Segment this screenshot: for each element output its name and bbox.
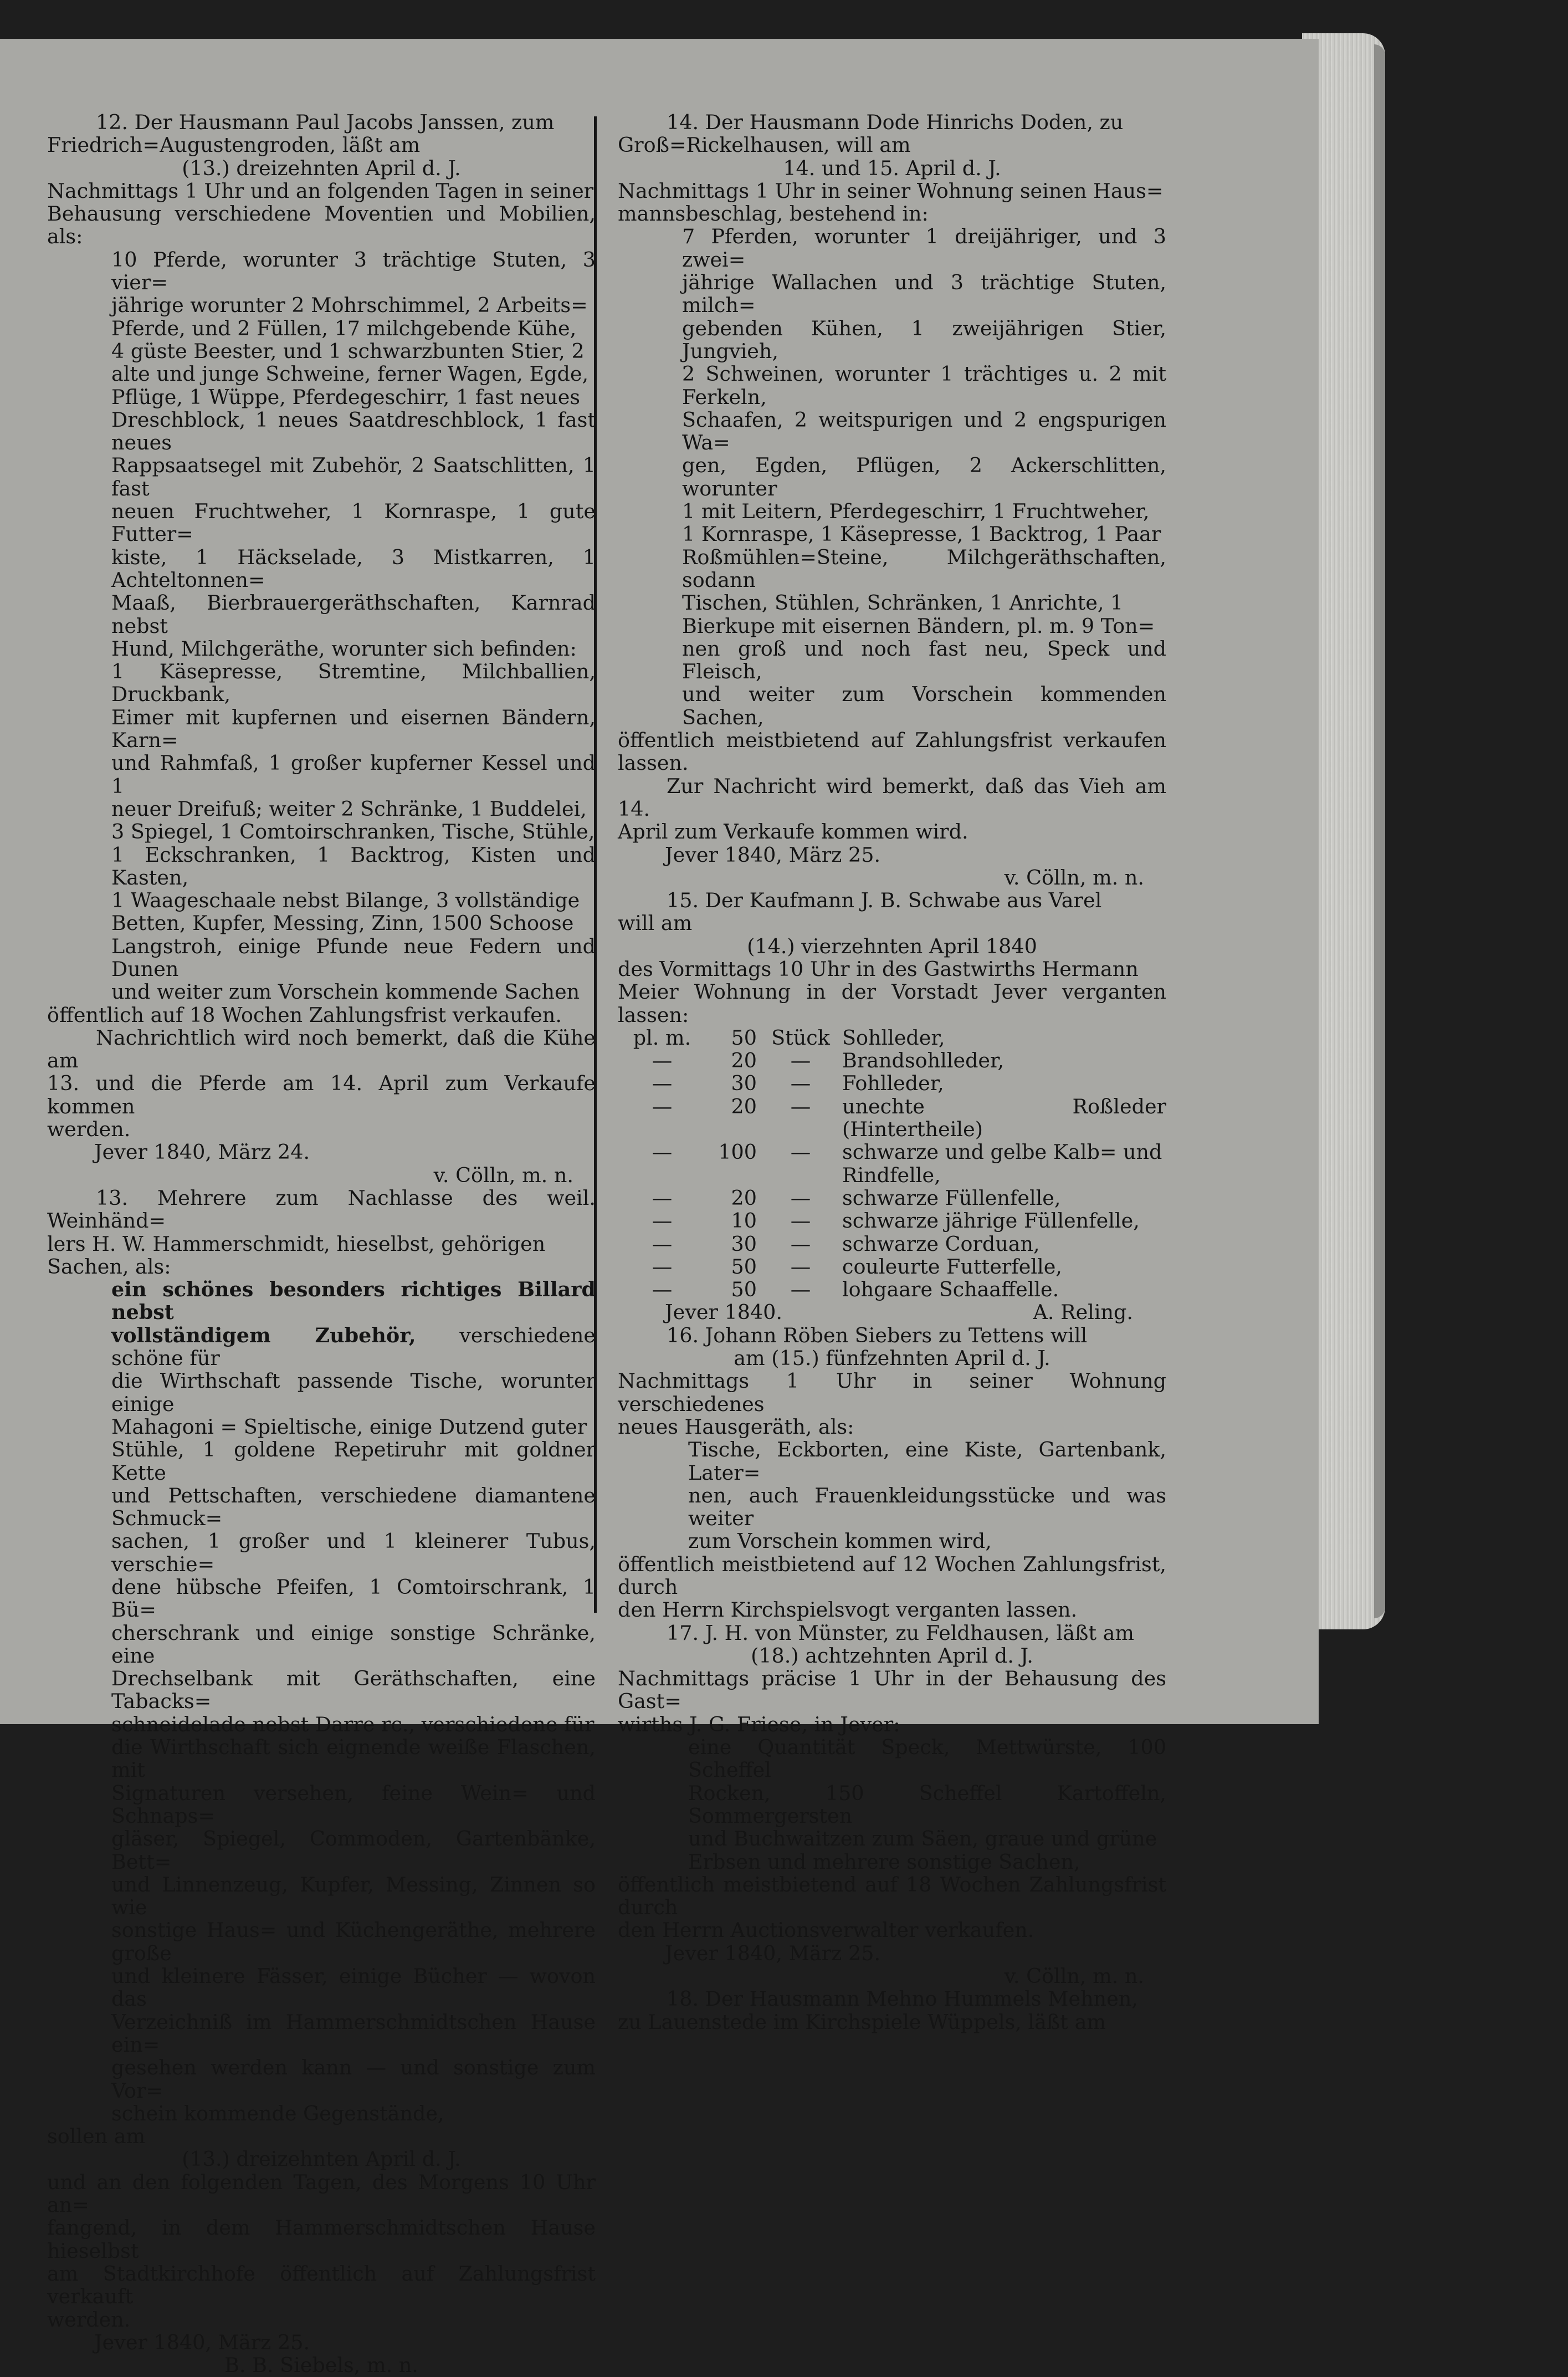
- item-line: Tische, Eckborten, eine Kiste, Gartenbank, Later=: [688, 1438, 1166, 1485]
- notice-line: mannsbeschlag, bestehend in:: [618, 202, 929, 226]
- table-prefix: —: [652, 1140, 673, 1164]
- table-quantity: 50: [731, 1025, 757, 1050]
- signature: v. Cölln, m. n.: [433, 1163, 573, 1187]
- table-item: schwarze und gelbe Kalb= und: [842, 1140, 1162, 1164]
- notice-line: Nachmittags 1 Uhr in seiner Wohnung verschiedenes: [618, 1369, 1166, 1416]
- table-quantity: 20: [731, 1049, 757, 1073]
- table-prefix: —: [652, 1185, 673, 1210]
- dateline: Jever 1840.: [665, 1300, 782, 1325]
- table-quantity: 20: [731, 1185, 757, 1210]
- item-line: Tischen, Stühlen, Schränken, 1 Anrichte, 1: [682, 591, 1124, 615]
- notice-13: [47, 1187, 596, 2376]
- table-quantity: 30: [731, 1071, 757, 1096]
- item-line: 1 Waageschaale nebst Bilange, 3 vollständige: [111, 888, 580, 913]
- item-line: 1 mit Leitern, Pferdegeschirr, 1 Fruchtweher,: [682, 499, 1150, 524]
- item-line: und weiter zum Vorschein kommende Sachen: [111, 980, 580, 1004]
- table-quantity: [704, 1164, 765, 1187]
- item-line: neuer Dreifuß; weiter 2 Schränke, 1 Buddelei,: [111, 796, 587, 821]
- dateline: Jever 1840, März 25.: [665, 842, 881, 867]
- item-line: Rocken, 150 Scheffel Kartoffeln, Sommergersten: [688, 1781, 1166, 1828]
- item-line: 3 Spiegel, 1 Comtoirschranken, Tische, Stühle,: [111, 820, 595, 844]
- table-unit: —: [790, 1277, 811, 1302]
- item-line: gläser, Spiegel, Commoden, Gartenbänke, Bett=: [111, 1827, 596, 1874]
- item-line: 10 Pferde, worunter 3 trächtige Stuten, 3 vier=: [111, 247, 596, 295]
- table-gap: [837, 1072, 842, 1095]
- item-line: gen, Egden, Pflügen, 2 Ackerschlitten, worunter: [682, 453, 1166, 500]
- item-line: Pflüge, 1 Wüppe, Pferdegeschirr, 1 fast neues: [111, 385, 581, 409]
- table-gap: [837, 1164, 842, 1187]
- notice-line: Zur Nachricht wird bemerkt, daß das Vieh am 14.: [618, 774, 1166, 821]
- item-line: Rappsaatsegel mit Zubehör, 2 Saatschlitten, 1 fast: [111, 453, 596, 500]
- dateline-row: [618, 1301, 1166, 1323]
- table-gap: [837, 1233, 842, 1255]
- item-line: Bierkupe mit eisernen Bändern, pl. m. 9 Ton=: [682, 614, 1155, 638]
- item-line: Mahagoni = Spieltische, einige Dutzend guter: [111, 1414, 587, 1439]
- table-gap: [837, 1026, 842, 1049]
- item-line: jährige Wallachen und 3 trächtige Stuten, milch=: [682, 270, 1166, 318]
- highlight-line: ein schönes besonders richtiges Billard nebst: [111, 1277, 596, 1325]
- table-prefix: —: [652, 1277, 673, 1302]
- highlight-line: vollständigem Zubehör,: [111, 1323, 416, 1347]
- item-list: [47, 1278, 596, 2125]
- item-line: und Pettschaften, verschiedene diamantene Schmuck=: [111, 1483, 596, 1531]
- auction-date: (13.) dreizehnten April d. J.: [182, 2147, 461, 2171]
- item-line: Pferde, und 2 Füllen, 17 milchgebende Kühe,: [111, 316, 577, 340]
- notice-line: will am: [618, 911, 693, 936]
- notice-17: [618, 1622, 1166, 1988]
- right-column: [618, 111, 1166, 2033]
- table-gap: [837, 1209, 842, 1232]
- dateline: Jever 1840, März 25.: [94, 2330, 310, 2354]
- notice-14: [618, 111, 1166, 889]
- table-item: couleurte Futterfelle,: [842, 1254, 1062, 1279]
- table-item: Rindfelle,: [842, 1163, 941, 1187]
- item-line: und Linnenzeug, Kupfer, Messing, Zinnen so wie: [111, 1872, 596, 1920]
- auction-date: (14.) vierzehnten April 1840: [747, 934, 1037, 958]
- signature: v. Cölln, m. n.: [1004, 865, 1144, 890]
- item-line: Betten, Kupfer, Messing, Zinn, 1500 Schoose: [111, 911, 574, 936]
- item-list: [618, 1736, 1166, 1873]
- notice-line: lers H. W. Hammerschmidt, hieselbst, gehörigen: [47, 1231, 546, 1256]
- notice-line: 16. Johann Röben Siebers zu Tettens will: [667, 1323, 1088, 1347]
- item-line: Signaturen versehen, feine Wein= und Schnaps=: [111, 1781, 596, 1828]
- item-line: sonstige Haus= und Küchengeräthe, mehrere große: [111, 1918, 596, 1965]
- table-unit: —: [790, 1209, 811, 1233]
- table-gap: [837, 1255, 842, 1278]
- notice-line: Meier Wohnung in der Vorstadt Jever verganten lassen:: [618, 980, 1166, 1027]
- notice-line: des Vormittags 10 Uhr in des Gastwirths Hermann: [618, 957, 1139, 981]
- table-prefix: [621, 1164, 704, 1187]
- item-line: schneidelade nebst Darre rc., verschiedene für: [111, 1712, 595, 1736]
- item-line: Verzeichniß im Hammerschmidtschen Hause ein=: [111, 2010, 596, 2057]
- item-line: die Wirthschaft sich eignende weiße Flaschen, mit: [111, 1735, 596, 1782]
- item-list: [618, 1438, 1166, 1552]
- notice-line: Nachrichtlich wird noch bemerkt, daß die Kühe am: [47, 1025, 596, 1073]
- item-line: jährige worunter 2 Mohrschimmel, 2 Arbeits=: [111, 293, 588, 318]
- table-gap: [837, 1095, 842, 1141]
- table-item: schwarze jährige Füllenfelle,: [842, 1209, 1140, 1233]
- auction-date: 14. und 15. April d. J.: [783, 156, 1001, 180]
- signature: B. B. Siebels, m. n.: [224, 2353, 418, 2377]
- dateline: Jever 1840, März 25.: [665, 1941, 881, 1965]
- table-gap: [837, 1141, 842, 1163]
- notice-16: [618, 1324, 1166, 1622]
- table-gap: [837, 1278, 842, 1301]
- signature: A. Reling.: [1033, 1300, 1133, 1325]
- notice-line: sollen am: [47, 2124, 146, 2149]
- notice-15: [618, 889, 1166, 1324]
- auction-date: (18.) achtzehnten April d. J.: [751, 1643, 1033, 1668]
- signature: v. Cölln, m. n.: [1004, 1964, 1144, 1988]
- item-line: gesehen werden kann — und sonstige zum Vor=: [111, 2056, 596, 2103]
- notice-18: [618, 1987, 1166, 2033]
- item-line: nen, auch Frauenkleidungsstücke und was weiter: [688, 1483, 1166, 1531]
- item-line: 1 Kornraspe, 1 Käsepresse, 1 Backtrog, 1 Paar: [682, 522, 1161, 546]
- table-prefix: —: [652, 1071, 673, 1096]
- item-line: eine Quantität Speck, Mettwürste, 100 Scheffel: [688, 1735, 1166, 1782]
- table-unit: —: [790, 1094, 811, 1118]
- item-list: [47, 248, 596, 1004]
- item-line: 7 Pferden, worunter 1 dreijähriger, und 3 zwei=: [682, 224, 1166, 272]
- notice-line: öffentlich auf 18 Wochen Zahlungsfrist verkaufen.: [47, 1003, 562, 1027]
- notice-line: werden.: [47, 2307, 131, 2332]
- table-prefix: —: [652, 1209, 673, 1233]
- notice-line: 15. Der Kaufmann J. B. Schwabe aus Varel: [667, 888, 1102, 913]
- table-prefix: —: [652, 1094, 673, 1118]
- item-line: und Buchwaitzen zum Säen, graue und grüne: [688, 1827, 1157, 1851]
- table-quantity: 50: [731, 1254, 757, 1279]
- table-item: Fohlleder,: [842, 1071, 944, 1096]
- auction-date: (13.) dreizehnten April d. J.: [182, 156, 461, 180]
- item-line: dene hübsche Pfeifen, 1 Comtoirschrank, 1 Bü=: [111, 1575, 596, 1622]
- notice-line: werden.: [47, 1117, 131, 1142]
- notice-line: 13. und die Pferde am 14. April zum Verkaufe kommen: [47, 1071, 596, 1118]
- table-unit: —: [790, 1071, 811, 1096]
- notice-line: Nachmittags 1 Uhr in seiner Wohnung seinen Haus=: [618, 178, 1164, 203]
- table-quantity: 20: [731, 1094, 757, 1118]
- table-gap: [837, 1049, 842, 1072]
- left-column: [47, 111, 596, 2376]
- item-list: [618, 225, 1166, 729]
- item-line: verschiedene schöne für: [111, 1323, 596, 1371]
- item-line: 4 güste Beester, und 1 schwarzbunten Stier, 2: [111, 339, 585, 363]
- item-line: Schaafen, 2 weitspurigen und 2 engspurigen Wa=: [682, 407, 1166, 455]
- notice-line: wirths J. G. Friese, in Jever:: [618, 1712, 900, 1736]
- table-prefix: pl. m.: [633, 1025, 691, 1050]
- table-quantity: 10: [731, 1209, 757, 1233]
- table-quantity: 50: [731, 1277, 757, 1302]
- item-line: 1 Eckschranken, 1 Backtrog, Kisten und Kasten,: [111, 842, 596, 890]
- table-item: unechte Roßleder (Hintertheile): [842, 1094, 1166, 1142]
- notice-line: Sachen, als:: [47, 1254, 171, 1279]
- notice-12: [47, 111, 596, 1187]
- item-line: Dreschblock, 1 neues Saatdreschblock, 1 fast neues: [111, 407, 596, 455]
- notice-line: 13. Mehrere zum Nachlasse des weil. Weinhänd=: [47, 1185, 596, 1233]
- notice-line: Nachmittags 1 Uhr und an folgenden Tagen in seiner: [47, 178, 594, 203]
- item-line: zum Vorschein kommen wird,: [688, 1529, 992, 1553]
- item-line: und kleinere Fässer, einige Bücher — wovon das: [111, 1964, 596, 2011]
- table-prefix: —: [652, 1049, 673, 1073]
- item-line: die Wirthschaft passende Tische, worunter einige: [111, 1369, 596, 1416]
- table-unit: —: [790, 1231, 811, 1256]
- table-gap: [837, 1187, 842, 1209]
- auction-date: am (15.) fünfzehnten April d. J.: [734, 1346, 1051, 1371]
- item-line: alte und junge Schweine, ferner Wagen, Egde,: [111, 362, 589, 386]
- table-unit: —: [790, 1140, 811, 1164]
- leather-table: [621, 1026, 1166, 1301]
- table-unit: —: [790, 1254, 811, 1279]
- table-quantity: 100: [718, 1140, 757, 1164]
- table-item: schwarze Füllenfelle,: [842, 1185, 1061, 1210]
- notice-line: Friedrich=Augustengroden, läßt am: [47, 133, 421, 157]
- table-unit: —: [790, 1185, 811, 1210]
- table-item: lohgaare Schaaffelle.: [842, 1277, 1059, 1302]
- item-line: und Rahmfaß, 1 großer kupferner Kessel und 1: [111, 751, 596, 798]
- item-line: Drechselbank mit Geräthschaften, eine Tabacks=: [111, 1667, 596, 1714]
- item-line: gebenden Kühen, 1 zweijährigen Stier, Jungvieh,: [682, 316, 1166, 363]
- item-line: und weiter zum Vorschein kommenden Sachen,: [682, 682, 1166, 729]
- item-line: 1 Käsepresse, Stremtine, Milchballien, Druckbank,: [111, 660, 596, 707]
- item-line: Roßmühlen=Steine, Milchgeräthschaften, sodann: [682, 545, 1166, 592]
- item-line: Hund, Milchgeräthe, worunter sich befinden:: [111, 636, 577, 661]
- notice-line: 17. J. H. von Münster, zu Feldhausen, läßt am: [667, 1621, 1135, 1645]
- item-line: cherschrank und einige sonstige Schränke, eine: [111, 1621, 596, 1668]
- table-item: Brandsohlleder,: [842, 1049, 1005, 1073]
- item-line: nen groß und noch fast neu, Speck und Fleisch,: [682, 636, 1166, 684]
- notice-line: öffentlich meistbietend auf 12 Wochen Zahlungsfrist, durch: [618, 1552, 1166, 1599]
- table-item: Sohlleder,: [842, 1025, 945, 1050]
- notice-line: am Stadtkirchhofe öffentlich auf Zahlungsfrist verkauft: [47, 2261, 596, 2309]
- notice-line: öffentlich meistbietend auf 18 Wochen Zahlungsfrist durch: [618, 1872, 1166, 1920]
- item-line: neuen Fruchtweher, 1 Kornraspe, 1 gute Futter=: [111, 499, 596, 546]
- notice-line: zu Lauenstede im Kirchspiele Wüppels, läßt am: [618, 2010, 1106, 2034]
- notice-line: Nachmittags präcise 1 Uhr in der Behausung des Gast=: [618, 1667, 1166, 1714]
- table-unit: [765, 1164, 837, 1187]
- table-prefix: —: [652, 1231, 673, 1256]
- item-line: sachen, 1 großer und 1 kleinerer Tubus, verschie=: [111, 1529, 596, 1576]
- notice-line: Behausung verschiedene Moventien und Mobilien, als:: [47, 202, 596, 249]
- notice-line: 18. Der Hausmann Mehno Hummels Mehnen,: [667, 1987, 1138, 2011]
- table-item: schwarze Corduan,: [842, 1231, 1040, 1256]
- table-unit: —: [790, 1049, 811, 1073]
- item-line: Eimer mit kupfernen und eisernen Bändern, Karn=: [111, 705, 596, 753]
- table-unit: Stück: [771, 1025, 830, 1050]
- dateline: Jever 1840, März 24.: [94, 1140, 310, 1164]
- item-line: kiste, 1 Häckselade, 3 Mistkarren, 1 Achteltonnen=: [111, 545, 596, 592]
- notice-line: April zum Verkaufe kommen wird.: [618, 820, 969, 844]
- notice-line: den Herrn Kirchspielsvogt verganten lassen.: [618, 1598, 1078, 1622]
- item-line: Erbsen und mehrere sonstige Sachen,: [688, 1849, 1080, 1874]
- book-cover-edge: [1374, 44, 1385, 1618]
- notice-line: und an den folgenden Tagen, des Morgens 10 Uhr an=: [47, 2170, 596, 2217]
- item-line: Maaß, Bierbrauergeräthschaften, Karnrad nebst: [111, 591, 596, 638]
- notice-line: öffentlich meistbietend auf Zahlungsfrist verkaufen lassen.: [618, 728, 1166, 775]
- notice-line: 14. Der Hausmann Dode Hinrichs Doden, zu: [667, 110, 1124, 134]
- table-prefix: —: [652, 1254, 673, 1279]
- notice-line: den Herrn Auctionsverwalter verkaufen.: [618, 1918, 1034, 1943]
- notice-line: neues Hausgeräth, als:: [618, 1414, 854, 1439]
- item-line: Stühle, 1 goldene Repetiruhr mit goldner Kette: [111, 1438, 596, 1485]
- notice-line: 12. Der Hausmann Paul Jacobs Janssen, zum: [96, 110, 555, 134]
- notice-line: Groß=Rickelhausen, will am: [618, 133, 911, 157]
- item-line: schein kommende Gegenstände,: [111, 2101, 444, 2125]
- table-quantity: 30: [731, 1231, 757, 1256]
- item-line: Langstroh, einige Pfunde neue Federn und Dunen: [111, 934, 596, 981]
- notice-line: fangend, in dem Hammerschmidtschen Hause hieselbst: [47, 2216, 596, 2263]
- item-line: 2 Schweinen, worunter 1 trächtiges u. 2 mit Ferkeln,: [682, 362, 1166, 409]
